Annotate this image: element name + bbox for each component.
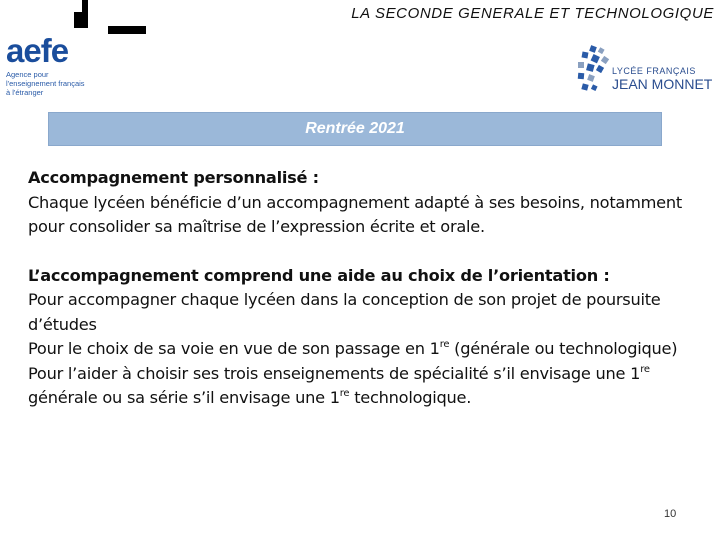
aefe-logo xyxy=(6,34,116,97)
lycee-logo-line1: LYCÉE FRANÇAIS xyxy=(612,66,696,76)
section-heading: Accompagnement personnalisé : xyxy=(28,168,319,187)
header-title: LA SECONDE GENERALE ET TECHNOLOGIQUE xyxy=(351,5,714,22)
section-paragraph: Pour l’aider à choisir ses trois enseignements de spécialité s’il envisage une 1re générale ou sa série s’il envisage une 1re technologique. xyxy=(28,363,650,407)
lycee-logo-line2: JEAN MONNET xyxy=(612,76,713,92)
page-number: 10 xyxy=(664,508,677,520)
aefe-logo-word: aefe xyxy=(6,32,69,69)
aefe-subtitle-line: Agence pour xyxy=(6,70,49,79)
section-banner xyxy=(48,112,662,146)
lycee-logo xyxy=(566,36,713,106)
aefe-subtitle-line: à l'étranger xyxy=(6,88,44,97)
aefe-subtitle-line: l'enseignement français xyxy=(6,79,85,88)
slide-content xyxy=(28,166,688,411)
section-paragraph: Pour le choix de sa voie en vue de son passage en 1re (générale ou technologique) xyxy=(28,339,678,358)
section-heading: L’accompagnement comprend une aide au choix de l’orientation : xyxy=(28,265,610,285)
section-paragraph: Pour accompagner chaque lycéen dans la conception de son projet de poursuite d’études xyxy=(28,290,661,334)
decor-block xyxy=(88,6,148,28)
decor-block xyxy=(74,12,88,28)
section-paragraph: Chaque lycéen bénéficie d’un accompagnement adapté à ses besoins, notamment pour consolider sa maîtrise de l’expression écrite et orale. xyxy=(28,192,682,236)
banner-title: Rentrée 2021 xyxy=(305,120,405,137)
decor-block xyxy=(108,26,146,34)
aefe-logo-subtitle xyxy=(6,70,116,97)
